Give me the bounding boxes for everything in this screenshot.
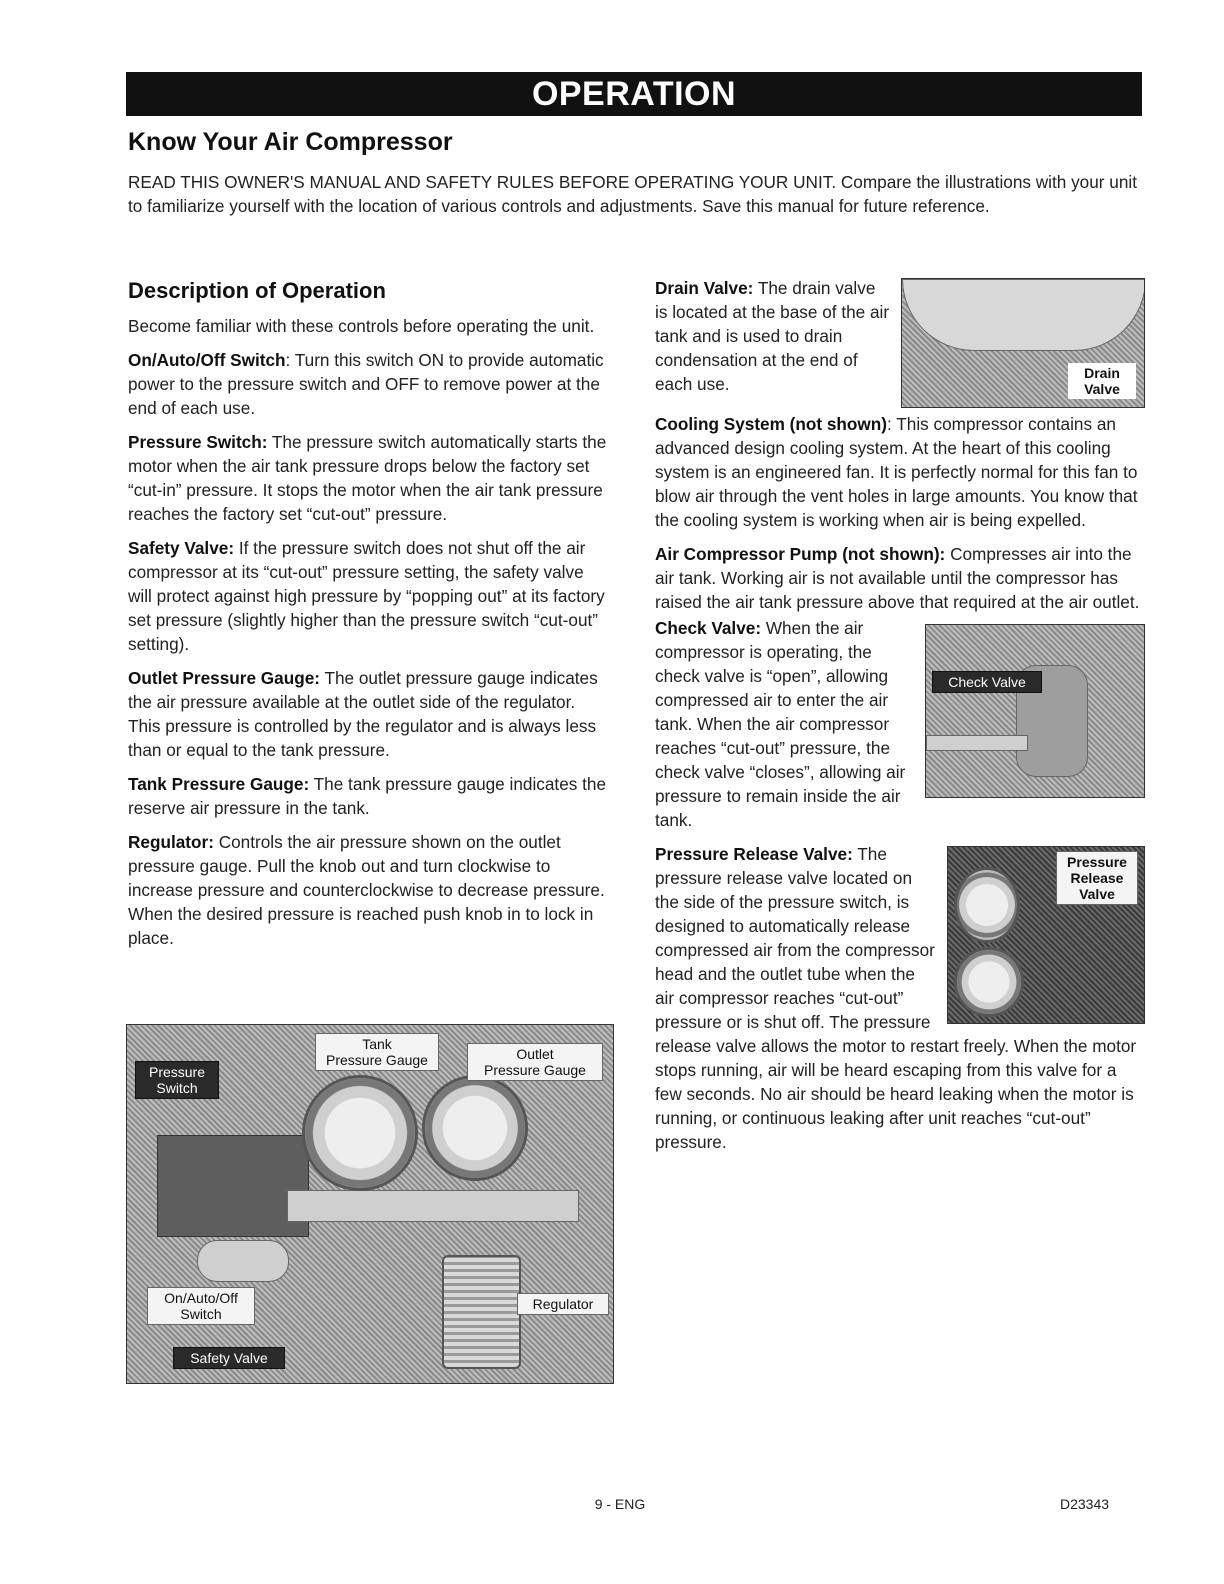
item-text: The drain valve is located at the base of the air tank and is used to drain condensation at the end of each use. bbox=[655, 278, 890, 394]
item-term: Regulator: bbox=[128, 832, 214, 852]
right-column bbox=[655, 276, 1145, 1164]
label-regulator: Regulator bbox=[517, 1293, 609, 1315]
label-safety-valve: Safety Valve bbox=[173, 1347, 285, 1369]
gauge-icon bbox=[954, 867, 1020, 943]
item-text: When the air compressor is operating, the check valve is “open”, allowing compressed air to enter the air tank. When the air compressor reaches “cut-out” pressure, the check valve “closes”, allowing air pressure to remain inside the air tank. bbox=[655, 618, 906, 830]
item-regulator bbox=[128, 830, 610, 950]
label-outlet-pressure-gauge: Outlet Pressure Gauge bbox=[467, 1043, 603, 1081]
tank-gauge-icon bbox=[302, 1075, 418, 1191]
gauge-icon-lower bbox=[954, 947, 1024, 1017]
item-term: On/Auto/Off Switch bbox=[128, 350, 286, 370]
document-code: D23343 bbox=[1060, 1496, 1110, 1512]
intro-paragraph: READ THIS OWNER'S MANUAL AND SAFETY RULES BEFORE OPERATING YOUR UNIT. Compare the illustrations with your unit to familiarize yourself with the location of various controls and adjustments. Save this manual for future reference. bbox=[128, 172, 1138, 216]
item-text: The outlet pressure gauge indicates the air pressure available at the outlet side of the regulator. This pressure is controlled by the regulator and is always less than or equal to the tank pressure. bbox=[128, 668, 598, 760]
label-on-auto-off-switch: On/Auto/Off Switch bbox=[147, 1287, 255, 1325]
item-tank-pressure-gauge bbox=[128, 772, 610, 820]
label-check-valve: Check Valve bbox=[932, 671, 1042, 693]
item-text: : Turn this switch ON to provide automatic power to the pressure switch and OFF to remove power at the end of each use. bbox=[128, 350, 604, 418]
drain-valve-photo bbox=[901, 278, 1145, 408]
item-term: Safety Valve: bbox=[128, 538, 235, 558]
item-term: Air Compressor Pump (not shown): bbox=[655, 544, 946, 564]
controls-photo bbox=[126, 1024, 614, 1384]
section-banner: OPERATION bbox=[126, 72, 1142, 116]
item-term: Pressure Switch: bbox=[128, 432, 268, 452]
item-text: If the pressure switch does not shut off the air compressor at its “cut-out” pressure setting, the safety valve will protect against high pressure by “popping out” at its factory set pressure (slightly higher than the pressure switch “cut-out” setting). bbox=[128, 538, 605, 654]
item-term: Tank Pressure Gauge: bbox=[128, 774, 310, 794]
outlet-tube bbox=[926, 735, 1028, 751]
left-column bbox=[128, 278, 610, 960]
item-cooling-system bbox=[655, 412, 1145, 532]
item-drain-valve bbox=[655, 276, 1145, 396]
tank-bottom bbox=[902, 279, 1145, 351]
item-check-valve bbox=[655, 616, 1145, 832]
item-term: Drain Valve: bbox=[655, 278, 754, 298]
item-pressure-switch bbox=[128, 430, 610, 526]
switch-lever bbox=[197, 1240, 289, 1282]
item-text: The tank pressure gauge indicates the reserve air pressure in the tank. bbox=[128, 774, 607, 818]
manifold-pipe bbox=[287, 1190, 579, 1222]
item-on-auto-off-switch bbox=[128, 348, 610, 420]
description-heading: Description of Operation bbox=[128, 278, 386, 303]
label-drain-valve: Drain Valve bbox=[1068, 363, 1136, 399]
item-safety-valve bbox=[128, 536, 610, 656]
page-title: Know Your Air Compressor bbox=[128, 128, 453, 156]
outlet-gauge-icon bbox=[422, 1075, 528, 1181]
item-term: Cooling System (not shown) bbox=[655, 414, 888, 434]
pressure-release-valve-photo bbox=[947, 846, 1145, 1024]
label-pressure-release-valve: Pressure Release Valve bbox=[1056, 851, 1138, 905]
item-text: The pressure switch automatically starts the motor when the air tank pressure drops below the factory set “cut-in” pressure. It stops the motor when the air tank pressure reaches the factory set “cut-out” pressure. bbox=[128, 432, 607, 524]
item-pressure-release-valve bbox=[655, 842, 1145, 1154]
description-lead: Become familiar with these controls before operating the unit. bbox=[128, 316, 595, 336]
item-air-compressor-pump bbox=[655, 542, 1145, 614]
regulator-knob-icon bbox=[442, 1255, 521, 1369]
item-text: The pressure release valve located on the side of the pressure switch, is designed to automatically release compressed air from the compressor head and the outlet tube when the air compressor reaches “cut-out” pressure or is shut off. The pressure release valve allows the motor to restart freely. When the motor stops running, air will be heard escaping from this valve for a few seconds. No air should be heard leaking when the motor is running, or continuous leaking after unit reaches “cut-out” pressure. bbox=[655, 844, 1137, 1152]
label-pressure-switch: Pressure Switch bbox=[135, 1061, 219, 1099]
label-tank-pressure-gauge: Tank Pressure Gauge bbox=[315, 1033, 439, 1071]
item-text: : This compressor contains an advanced design cooling system. At the heart of this cooling system is an engineered fan. It is perfectly normal for this fan to blow air through the vent holes in large amounts. You know that the cooling system is working when air is being expelled. bbox=[655, 414, 1138, 530]
item-term: Check Valve: bbox=[655, 618, 762, 638]
page-number: 9 - ENG bbox=[594, 1496, 646, 1512]
check-valve-photo bbox=[925, 624, 1145, 798]
item-term: Pressure Release Valve: bbox=[655, 844, 853, 864]
item-text: Compresses air into the air tank. Working air is not available until the compressor has raised the air tank pressure above that required at the air outlet. bbox=[655, 544, 1140, 612]
item-term: Outlet Pressure Gauge: bbox=[128, 668, 320, 688]
item-outlet-pressure-gauge bbox=[128, 666, 610, 762]
item-text: Controls the air pressure shown on the outlet pressure gauge. Pull the knob out and turn clockwise to increase pressure and counterclockwise to decrease pressure. When the desired pressure is reached push knob in to lock in place. bbox=[128, 832, 605, 948]
